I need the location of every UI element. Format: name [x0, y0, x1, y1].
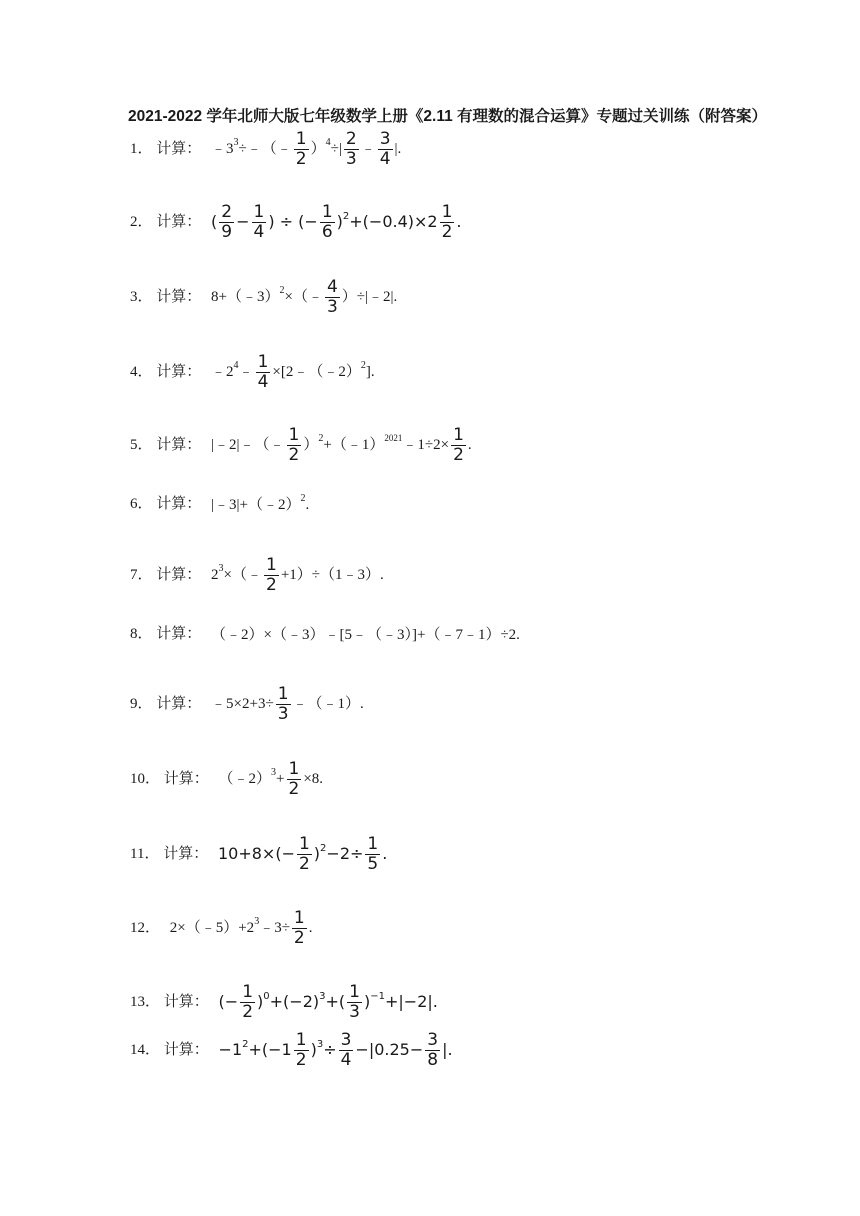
fraction: $\frac{1}{2}$	[453, 425, 464, 465]
problem-number: 4．	[130, 363, 153, 380]
problem-number: 12．	[130, 919, 161, 936]
problem-number: 1．	[130, 140, 153, 157]
problem-label: 计算：	[156, 213, 202, 230]
problem-label: 计算：	[156, 695, 202, 712]
math-expression: 8+（﹣3）$^2$×（﹣ $\frac{4}{3}$ ）÷|﹣2|.	[211, 277, 398, 317]
math-expression: $2\times(﹣5)+2^3﹣3\div$ $\frac{1}{2}$ .	[169, 908, 313, 948]
problem-9	[130, 685, 364, 724]
math-expression: $-1^2+(-1$ $\frac{1}{2}$ )$^3$÷ $\frac{3}{4}$ −|0.25− $\frac{3}{8}$ |.	[218, 1030, 453, 1070]
problem-12	[130, 909, 313, 948]
problem-number: 11．	[130, 845, 160, 862]
fraction: $\frac{1}{2}$	[295, 1030, 307, 1070]
math-expression: $﹣3^3\div﹣(﹣$ $\frac{1}{2}$ ）$^4$÷| $\frac{2}{3}$ ﹣ $\frac{3}{4}$ |.	[211, 129, 402, 169]
problem-3	[130, 278, 397, 317]
problem-number: 5．	[130, 436, 153, 453]
fraction: $\frac{1}{3}$	[349, 982, 360, 1022]
fraction: $\frac{1}{2}$	[242, 982, 254, 1022]
problem-label: 计算：	[163, 1041, 209, 1058]
math-expression: $2^3\times(﹣$ $\frac{1}{2}$ +1）÷（1﹣3）.	[211, 555, 384, 595]
math-expression: (− $\frac{1}{2}$ )$^0+(-2)^3+$( $\frac{1}{3}$ )$^{-1}$+|−2|.	[218, 982, 438, 1022]
fraction: $\frac{1}{3}$	[277, 684, 289, 724]
problem-label: 计算：	[156, 566, 202, 583]
fraction: $\frac{1}{4}$	[257, 352, 269, 392]
problem-13	[130, 983, 438, 1022]
math-expression: |﹣2|﹣（﹣ $\frac{1}{2}$ ）$^2$+（﹣1）$^{2021}$﹣1÷2× $\frac{1}{2}$ .	[211, 425, 472, 465]
fraction: $\frac{1}{2}$	[295, 129, 307, 169]
fraction: $\frac{1}{2}$	[298, 834, 310, 874]
problem-number: 8．	[130, 626, 153, 642]
fraction: $\frac{4}{3}$	[326, 277, 338, 317]
problem-label: 计算：	[156, 436, 202, 453]
problem-1	[130, 130, 401, 169]
math-expression: $﹣2^4﹣$ $\frac{1}{4}$ ×[2﹣（﹣2）$^2$].	[211, 352, 375, 392]
problem-label: 计算：	[163, 845, 209, 862]
fraction: $\frac{3}{4}$	[340, 1030, 352, 1070]
fraction: $\frac{3}{8}$	[427, 1030, 439, 1070]
math-expression: （﹣2）$^3$+ $\frac{1}{2}$ ×8.	[218, 759, 324, 799]
math-expression: （﹣2）×（﹣3）﹣[5﹣（﹣3）]+（﹣7﹣1）÷2.	[211, 626, 520, 643]
problem-label: 计算：	[156, 496, 202, 512]
problem-number: 10．	[130, 770, 161, 787]
problem-number: 7．	[130, 566, 153, 583]
problem-label: 计算：	[163, 770, 209, 787]
fraction: $\frac{1}{2}$	[441, 202, 453, 242]
math-expression: 10+8×(− $\frac{1}{2}$ )$^2$−2÷ $\frac{1}{5}$ .	[217, 834, 388, 874]
problem-8	[130, 624, 520, 645]
math-expression: ﹣5×2+3÷ $\frac{1}{3}$ ﹣（﹣1）.	[211, 684, 364, 724]
fraction: $\frac{1}{2}$	[288, 425, 300, 465]
problem-label: 计算：	[156, 626, 202, 642]
math-expression: ( $\frac{2}{9}$ − $\frac{1}{4}$ ) ÷ (− $\frac{1}{6}$ )$^2$+(−0.4)×2 $\frac{1}{2}$ .	[211, 202, 462, 242]
problem-7	[130, 556, 384, 595]
document-title: 2021-2022 学年北师大版七年级数学上册《2.11 有理数的混合运算》专题过关训练（附答案）	[128, 108, 768, 125]
problem-number: 14．	[130, 1041, 161, 1058]
problem-number: 3．	[130, 288, 153, 305]
fraction: $\frac{1}{2}$	[293, 908, 305, 948]
problem-number: 13．	[130, 993, 161, 1010]
problem-label: 计算：	[156, 363, 202, 380]
fraction: $\frac{1}{4}$	[253, 202, 265, 242]
fraction: $\frac{1}{5}$	[367, 834, 379, 874]
fraction: $\frac{2}{9}$	[221, 202, 233, 242]
problem-2	[130, 203, 462, 242]
fraction: $\frac{1}{2}$	[266, 555, 277, 595]
fraction: $\frac{2}{3}$	[345, 129, 357, 169]
problem-14	[130, 1031, 453, 1070]
fraction: $\frac{3}{4}$	[379, 129, 391, 169]
problem-label: 计算：	[156, 140, 202, 157]
problem-number: 2．	[130, 213, 153, 230]
fraction: $\frac{1}{2}$	[288, 759, 300, 799]
problem-5	[130, 426, 472, 465]
problem-label: 计算：	[156, 288, 202, 305]
math-expression: |﹣3|+（﹣2）$^2$.	[211, 492, 310, 513]
fraction: $\frac{1}{6}$	[321, 202, 333, 242]
problem-6	[130, 494, 309, 515]
problem-number: 9．	[130, 695, 153, 712]
problem-11	[130, 835, 387, 874]
problem-number: 6．	[130, 496, 153, 512]
problem-label: 计算：	[163, 993, 209, 1010]
problem-10	[130, 760, 323, 799]
problem-4	[130, 353, 375, 392]
